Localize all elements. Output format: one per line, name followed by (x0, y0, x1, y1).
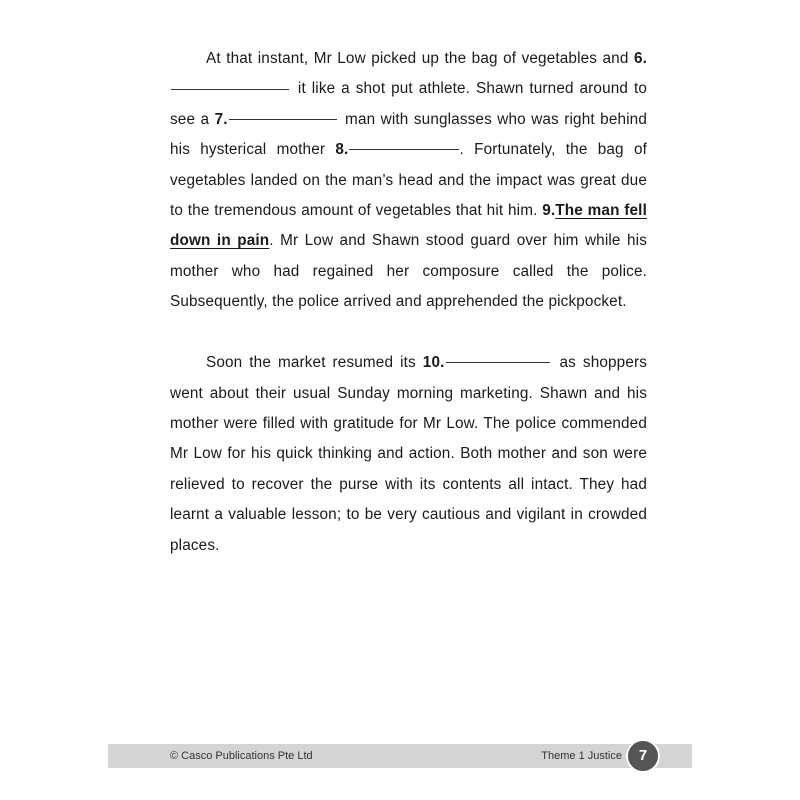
paragraph-1 (170, 44, 647, 318)
question-number-8: 8. (335, 141, 349, 159)
copyright-text: © Casco Publications Pte Ltd (170, 750, 313, 762)
sentence-text: Soon the market resumed its (206, 354, 416, 372)
question-number-7: 7. (214, 110, 228, 128)
page-number-badge: 7 (626, 739, 660, 773)
answer-blank-6[interactable] (171, 89, 289, 90)
passage (170, 44, 647, 561)
sentence-text: . Fortunately, the bag of vegetables landed on the man’s head and the impact was great due to the tremendous amount of vegetables that hit him. (170, 141, 648, 220)
answer-blank-8[interactable] (349, 149, 459, 150)
sentence-text: it like a shot put athlete. Shawn turned around to see a (170, 80, 647, 128)
paragraph-2 (170, 348, 647, 561)
sentence-text: man with sunglasses who was right behind his hysterical mother (170, 110, 647, 159)
question-number-10: 10. (422, 354, 445, 372)
question-number-6: 6. (633, 50, 648, 67)
sentence-text: as shoppers went about their usual Sunday morning marketing. Shawn and his mother were filled with gratitude for Mr Low. The police commended Mr Low for his quick thinking and action. Both mother and son were relieved to recover the purse with its contents all intact. They had learnt a valuable lesson; to be very cautious and vigilant in crowded places. (170, 354, 648, 554)
sentence-text: At that instant, Mr Low picked up the bag of vegetables and (206, 50, 629, 67)
answer-blank-7[interactable] (229, 119, 337, 120)
answer-blank-10[interactable] (446, 362, 550, 363)
sentence-text: . Mr Low and Shawn stood guard over him while his mother who had regained her composure called the police. Subsequently, the police arrived and apprehended the pickpocket. (170, 232, 647, 311)
question-number-9: 9. (542, 202, 556, 220)
footer-bar (108, 744, 692, 768)
theme-label: Theme 1 Justice (541, 750, 622, 762)
filled-answer-9: The man fell down in pain (170, 202, 647, 250)
